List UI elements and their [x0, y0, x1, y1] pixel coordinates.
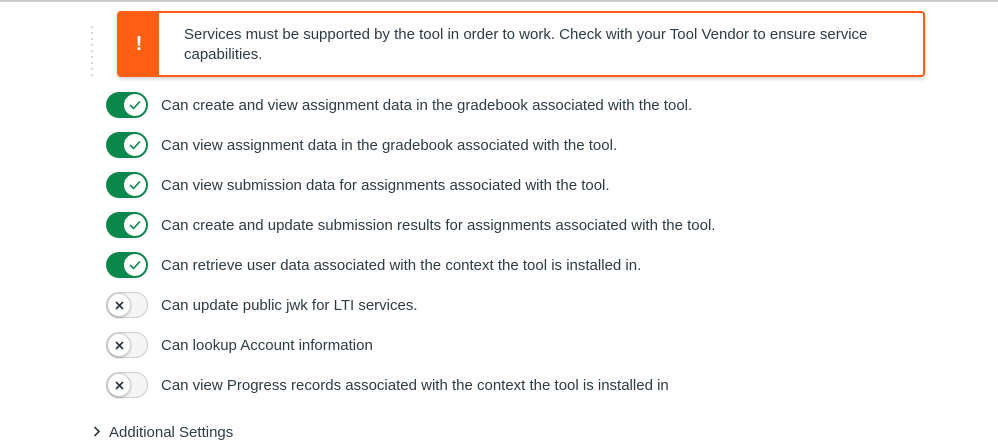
service-row: [106, 325, 715, 365]
service-toggle[interactable]: [106, 212, 148, 238]
check-icon: [123, 213, 147, 237]
x-icon: [107, 373, 131, 397]
service-label: Can create and view assignment data in the gradebook associated with the tool.: [161, 96, 693, 114]
service-toggle[interactable]: [106, 372, 148, 398]
service-row: [106, 245, 715, 285]
service-label: Can retrieve user data associated with the context the tool is installed in.: [161, 256, 642, 274]
warning-alert: [117, 11, 925, 77]
x-icon: [107, 293, 131, 317]
service-toggle[interactable]: [106, 132, 148, 158]
service-label: Can lookup Account information: [161, 336, 373, 354]
top-divider: [0, 0, 998, 2]
check-icon: [123, 93, 147, 117]
service-label: Can update public jwk for LTI services.: [161, 296, 418, 314]
service-label: Can view submission data for assignments associated with the tool.: [161, 176, 610, 194]
service-row: [106, 285, 715, 325]
service-toggle[interactable]: [106, 92, 148, 118]
drag-handle-dots: [91, 24, 93, 80]
check-icon: [123, 173, 147, 197]
additional-settings-label: Additional Settings: [109, 424, 234, 441]
service-toggle[interactable]: [106, 252, 148, 278]
service-row: [106, 125, 715, 165]
alert-message: Services must be supported by the tool in order to work. Check with your Tool Vendor to ensure service capabilities.: [184, 26, 868, 63]
x-icon: [107, 333, 131, 357]
services-list: [106, 85, 715, 405]
service-toggle[interactable]: [106, 172, 148, 198]
service-label: Can view Progress records associated with the context the tool is installed in: [161, 376, 669, 394]
service-row: [106, 165, 715, 205]
service-row: [106, 365, 715, 405]
service-toggle[interactable]: [106, 332, 148, 358]
service-label: Can create and update submission results for assignments associated with the tool.: [161, 216, 716, 234]
check-icon: [123, 253, 147, 277]
service-label: Can view assignment data in the gradebook associated with the tool.: [161, 136, 618, 154]
warning-icon: !: [119, 13, 159, 75]
chevron-right-icon: [93, 424, 101, 441]
check-icon: [123, 133, 147, 157]
service-row: [106, 85, 715, 125]
additional-settings-toggle[interactable]: [93, 424, 233, 441]
service-toggle[interactable]: [106, 292, 148, 318]
service-row: [106, 205, 715, 245]
